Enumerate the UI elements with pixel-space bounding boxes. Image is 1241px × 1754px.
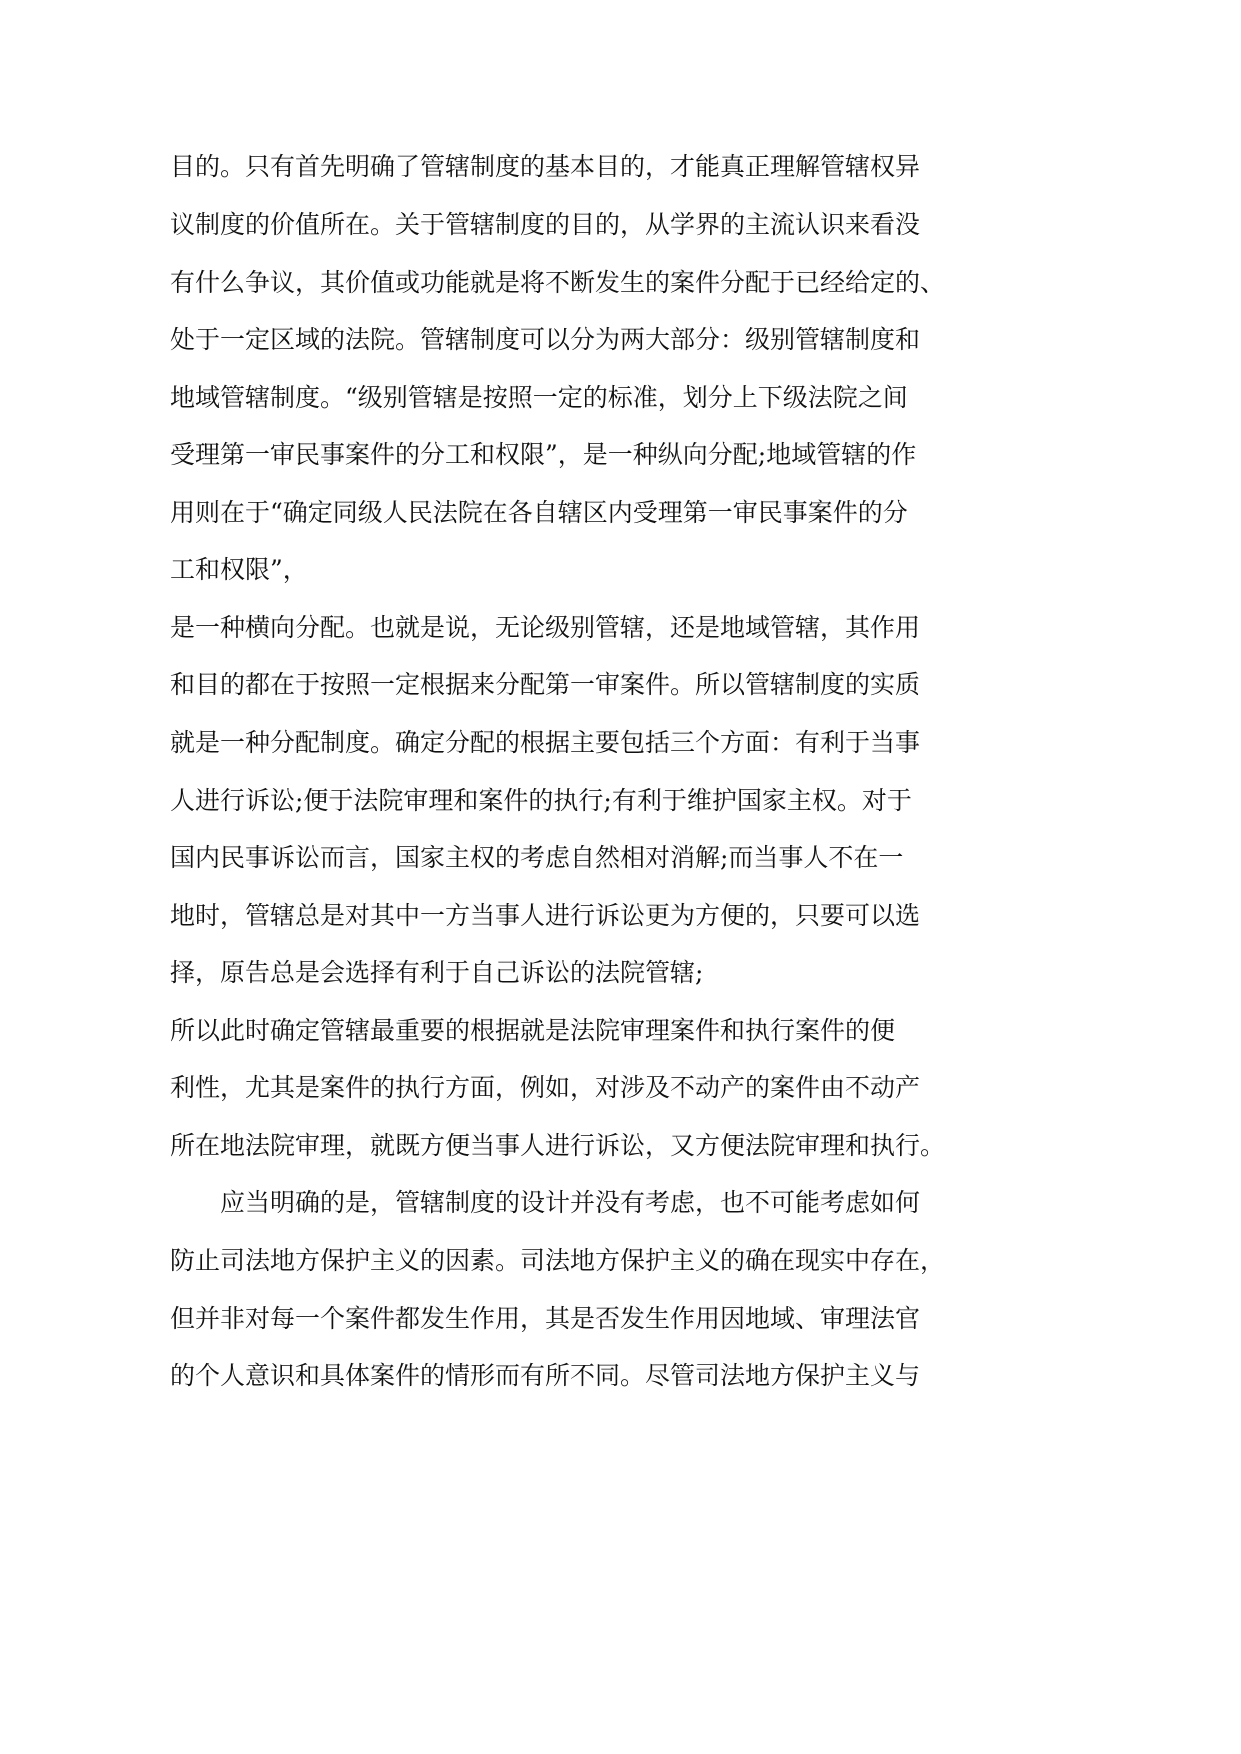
text-line: 工和权限”， [170,555,308,584]
text-line: 择，原告总是会选择有利于自己诉讼的法院管辖; [170,958,704,987]
text-line: 国内民事诉讼而言，国家主权的考虑自然相对消解;而当事人不在一 [170,843,904,872]
text-line: 是一种横向分配。也就是说，无论级别管辖，还是地域管辖，其作用 [170,613,921,642]
text-line: 利性，尤其是案件的执行方面，例如，对涉及不动产的案件由不动产 [170,1073,921,1102]
text-line: 有什么争议，其价值或功能就是将不断发生的案件分配于已经给定的、 [170,268,946,297]
text-line: 处于一定区域的法院。管辖制度可以分为两大部分：级别管辖制度和 [170,325,921,354]
text-line: 目的。只有首先明确了管辖制度的基本目的，才能真正理解管辖权异 [170,152,921,181]
text-line: 防止司法地方保护主义的因素。司法地方保护主义的确在现实中存在， [170,1246,946,1275]
text-line: 所以此时确定管辖最重要的根据就是法院审理案件和执行案件的便 [170,1016,896,1045]
text-line: 就是一种分配制度。确定分配的根据主要包括三个方面：有利于当事 [170,728,921,757]
text-line: 和目的都在于按照一定根据来分配第一审案件。所以管辖制度的实质 [170,670,921,699]
text-line: 地域管辖制度。“级别管辖是按照一定的标准，划分上下级法院之间 [170,383,908,412]
text-line: 所在地法院审理，就既方便当事人进行诉讼，又方便法院审理和执行。 [170,1131,946,1160]
text-line: 地时，管辖总是对其中一方当事人进行诉讼更为方便的，只要可以选 [170,901,921,930]
text-line: 但并非对每一个案件都发生作用，其是否发生作用因地域、审理法官 [170,1304,921,1333]
text-line: 人进行诉讼;便于法院审理和案件的执行;有利于维护国家主权。对于 [170,786,912,815]
text-line: 用则在于“确定同级人民法院在各自辖区内受理第一审民事案件的分 [170,498,908,527]
text-line: 议制度的价值所在。关于管辖制度的目的，从学界的主流认识来看没 [170,210,921,239]
text-line: 受理第一审民事案件的分工和权限”，是一种纵向分配;地域管辖的作 [170,440,917,469]
text-line: 的个人意识和具体案件的情形而有所不同。尽管司法地方保护主义与 [170,1361,921,1390]
paragraph-first-line: 应当明确的是，管辖制度的设计并没有考虑，也不可能考虑如何 [220,1188,921,1217]
